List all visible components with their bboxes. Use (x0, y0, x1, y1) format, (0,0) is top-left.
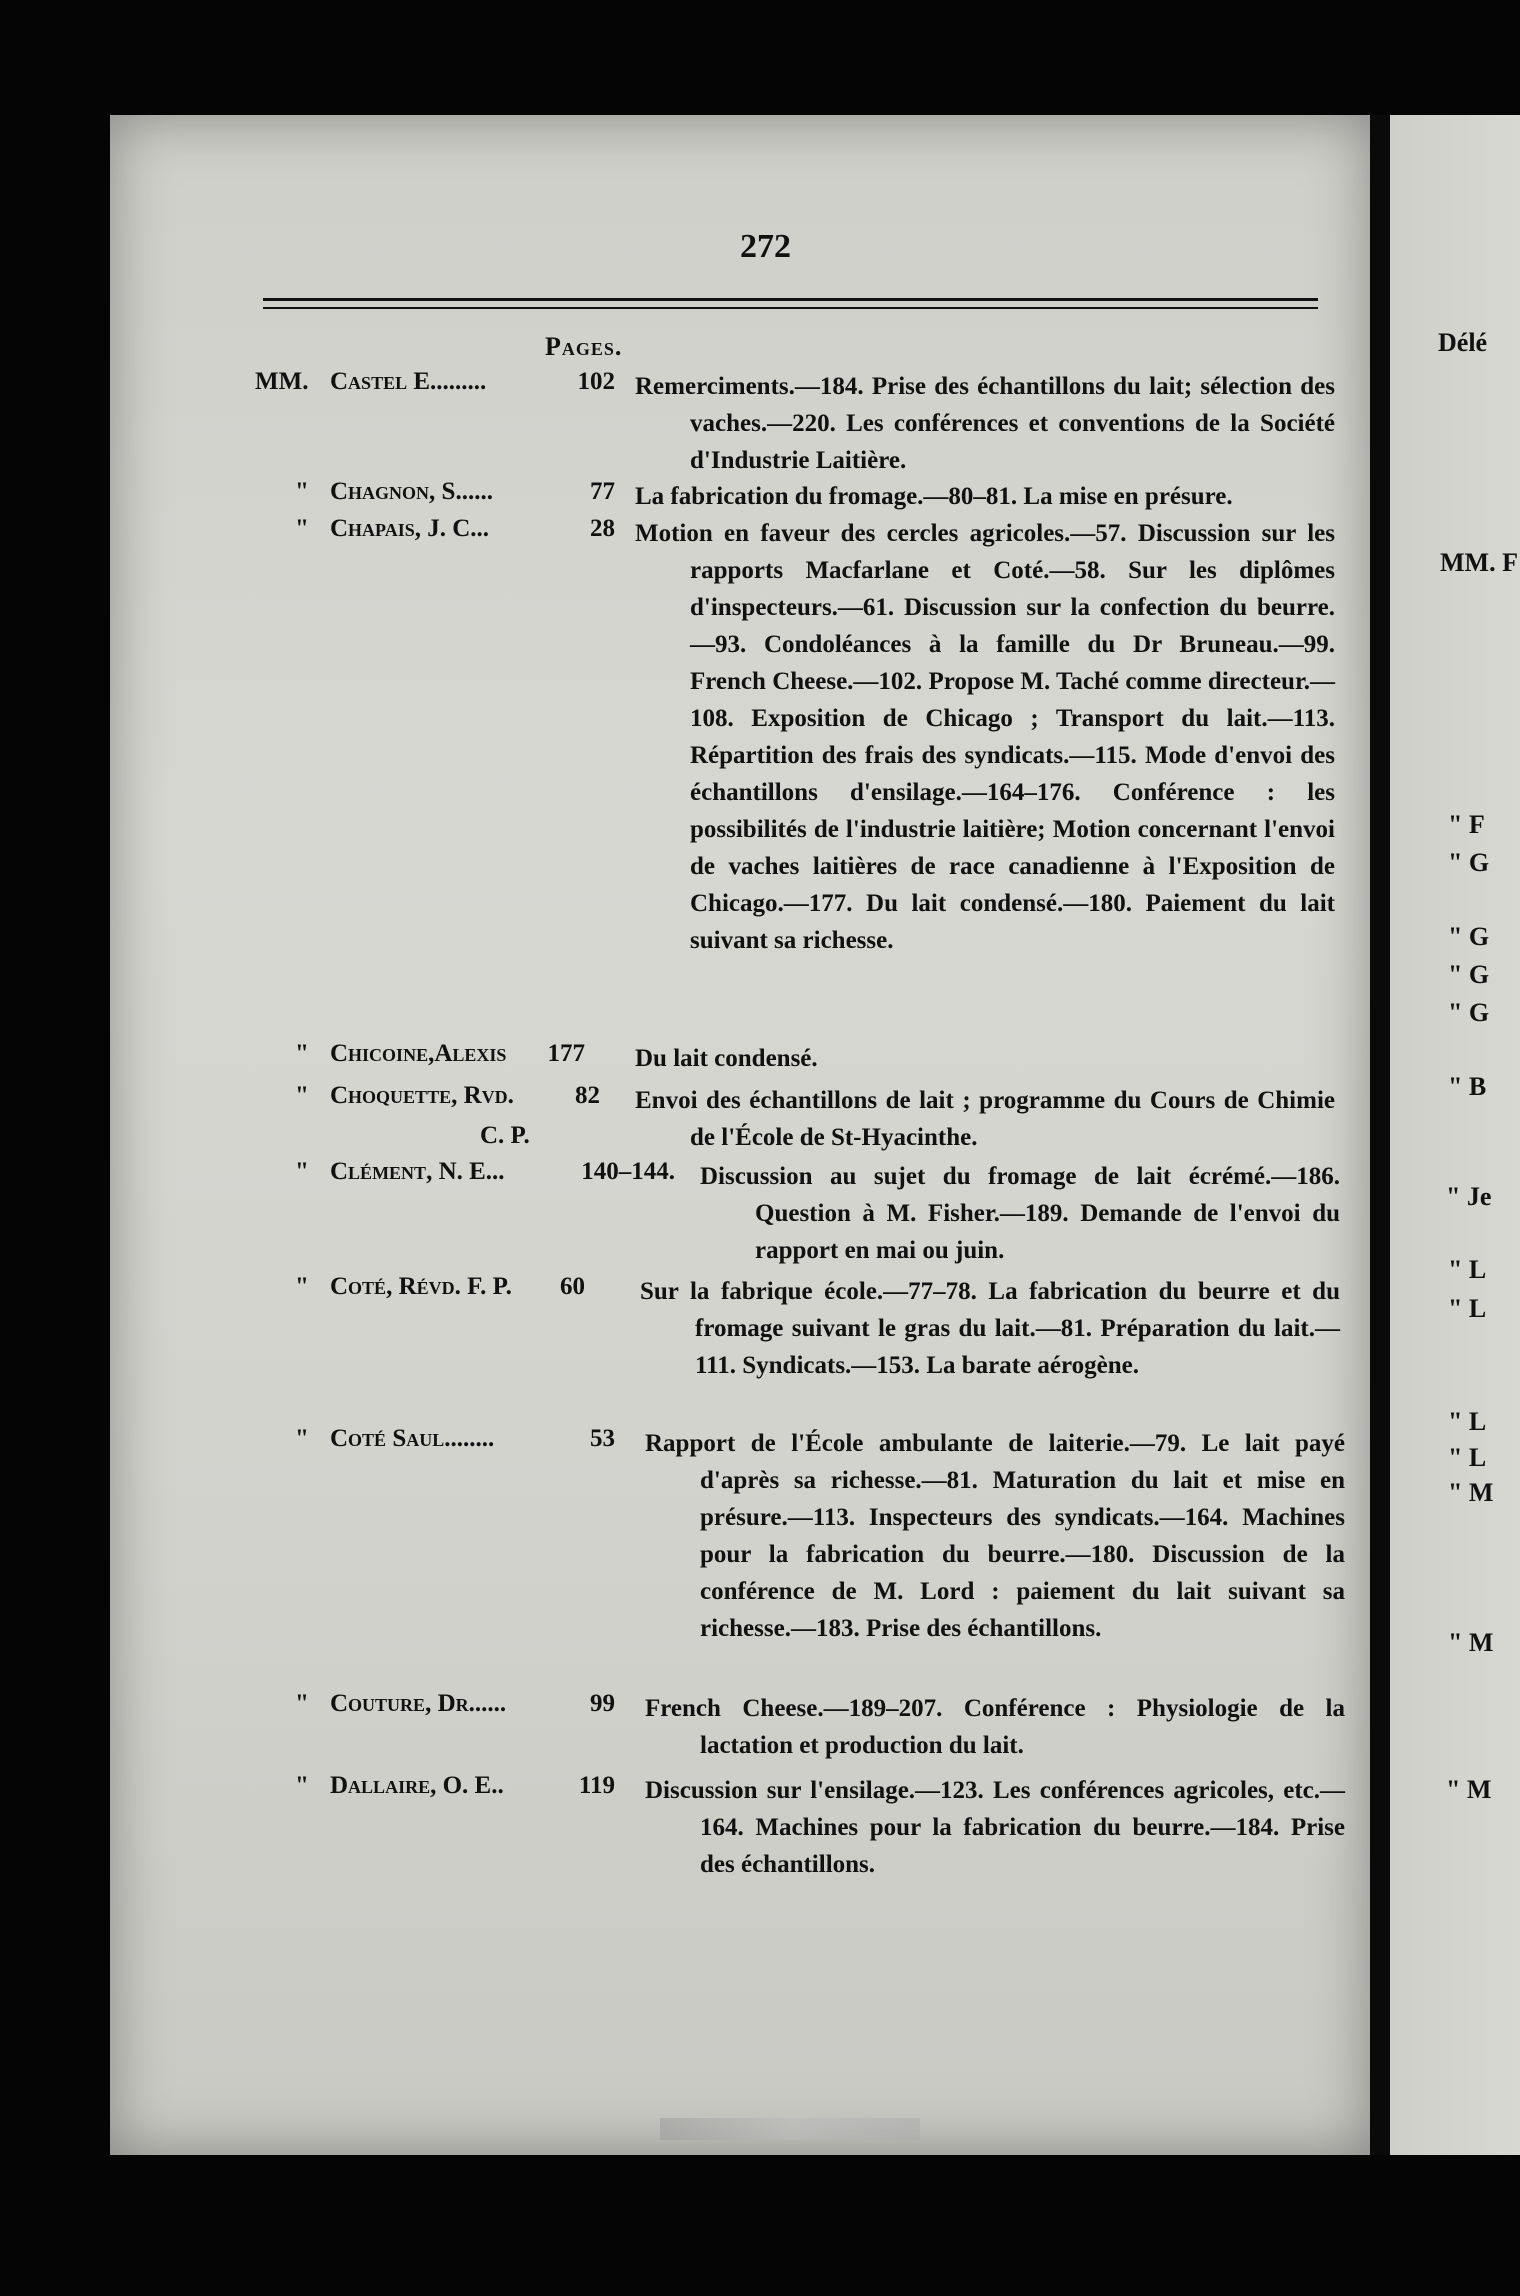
entry-name: Coté, Révd. F. P. (330, 1273, 512, 1300)
entry-name: Chicoine,Alexis (330, 1040, 507, 1067)
entry-prefix: MM. (255, 368, 309, 395)
right-page-fragment: MM. F (1440, 548, 1518, 577)
right-page-fragment: " L (1448, 1407, 1487, 1436)
entry-text: Sur la fabrique école.—77–78. La fabrication du beurre et du fromage suivant le gras du lait.—81. Préparation du lait.—111. Syndicats.—153. La barate aérogène. (640, 1278, 1340, 1379)
right-page-fragment: " G (1448, 960, 1490, 989)
right-page-fragment: " Je (1446, 1182, 1492, 1211)
entry-ditto: " (295, 1158, 309, 1185)
header-rule-thin (263, 307, 1318, 309)
right-page-fragment: " M (1448, 1478, 1494, 1507)
pages-column-header: Pages. (545, 332, 623, 361)
bottom-print-smudge (660, 2118, 920, 2140)
entry-name: Dallaire, O. E.. (330, 1772, 504, 1799)
entry-ditto: " (295, 478, 309, 505)
right-page-fragment: " L (1448, 1443, 1487, 1472)
page-number: 272 (740, 228, 791, 265)
entry-page: 60 (560, 1273, 585, 1300)
right-page-fragment: " G (1448, 848, 1490, 877)
entry-name: Choquette, Rvd. (330, 1082, 514, 1109)
entry-text: Discussion au sujet du fromage de lait écrémé.—186. Question à M. Fisher.—189. Demande de l'envoi du rapport en mai ou juin. (700, 1163, 1340, 1264)
entry-name-continuation: C. P. (480, 1122, 530, 1149)
right-page-fragment: Délé (1438, 328, 1488, 357)
right-page-fragment: " M (1446, 1775, 1492, 1804)
entry-name: Chapais, J. C... (330, 515, 490, 542)
right-page-fragment: " F (1448, 810, 1485, 839)
entry-text: Du lait condensé. (635, 1045, 818, 1072)
right-page-fragment: " L (1448, 1294, 1487, 1323)
entry-ditto: " (295, 1772, 309, 1799)
entry-name: Coté Saul........ (330, 1425, 495, 1452)
entry-page: 119 (578, 1772, 615, 1799)
entry-ditto: " (295, 1273, 309, 1300)
entry-page: 82 (575, 1082, 600, 1109)
entry-text: La fabrication du fromage.—80–81. La mise en présure. (635, 483, 1233, 510)
right-page-fragment: " B (1448, 1072, 1487, 1101)
entry-name: Chagnon, S...... (330, 478, 493, 505)
entry-ditto: " (295, 1690, 309, 1717)
entry-name: Couture, Dr...... (330, 1690, 507, 1717)
entry-person (255, 1158, 595, 1186)
entry-name: Clément, N. E... (330, 1158, 505, 1185)
entry-page: 28 (590, 515, 615, 542)
entry-ditto: " (295, 1040, 309, 1067)
entry-ditto: " (295, 515, 309, 542)
entry-page: 102 (577, 368, 615, 395)
right-page-fragment: " L (1448, 1255, 1487, 1284)
right-page-fragment: " M (1448, 1628, 1494, 1657)
book-gutter (1370, 115, 1390, 2155)
entry-page: 177 (547, 1040, 585, 1067)
entry-text: Remerciments.—184. Prise des échantillons du lait; sélection des vaches.—220. Les conférences et conventions de la Société d'Industrie Laitière. (635, 373, 1335, 474)
entry-ditto: " (295, 1082, 309, 1109)
entry-text: Discussion sur l'ensilage.—123. Les conférences agricoles, etc.—164. Machines pour la fabrication du beurre.—184. Prise des échantillons. (645, 1777, 1345, 1878)
entry-page: 99 (590, 1690, 615, 1717)
entry-page: 77 (590, 478, 615, 505)
header-rule (263, 298, 1318, 301)
right-page-fragment: " G (1448, 998, 1490, 1027)
entry-ditto: " (295, 1425, 309, 1452)
entry-page: 140–144. (581, 1158, 675, 1185)
book-page-right-edge (1390, 115, 1520, 2155)
entry-text: Envoi des échantillons de lait ; programme du Cours de Chimie de l'École de St-Hyacinthe. (635, 1087, 1335, 1151)
entry-text: Rapport de l'École ambulante de laiterie.—79. Le lait payé d'après sa richesse.—81. Maturation du lait et mise en présure.—113. Inspecteurs des syndicats.—164. Machines pour la fabrication du beurre.—180. Discussion de la conférence de M. Lord : paiement du lait suivant sa richesse.—183. Prise des échantillons. (645, 1430, 1345, 1642)
entry-name: Castel E......... (330, 368, 487, 395)
entry-page: 53 (590, 1425, 615, 1452)
entry-text: French Cheese.—189–207. Conférence : Physiologie de la lactation et production du lait. (645, 1695, 1345, 1759)
right-page-fragment: " G (1448, 922, 1490, 951)
entry-text: Motion en faveur des cercles agricoles.—57. Discussion sur les rapports Macfarlane et Coté.—58. Sur les diplômes d'inspecteurs.—61. Discussion sur la confection du beurre.—93. Condoléances à la famille du Dr Bruneau.—99. French Cheese.—102. Propose M. Taché comme directeur.—108. Exposition de Chicago ; Transport du lait.—113. Répartition des frais des syndicats.—115. Mode d'envoi des échantillons d'ensilage.—164–176. Conférence : les possibilités de l'industrie laitière; Motion concernant l'envoi de vaches laitières de race canadienne à l'Exposition de Chicago.—177. Du lait condensé.—180. Paiement du lait suivant sa richesse. (635, 520, 1335, 954)
